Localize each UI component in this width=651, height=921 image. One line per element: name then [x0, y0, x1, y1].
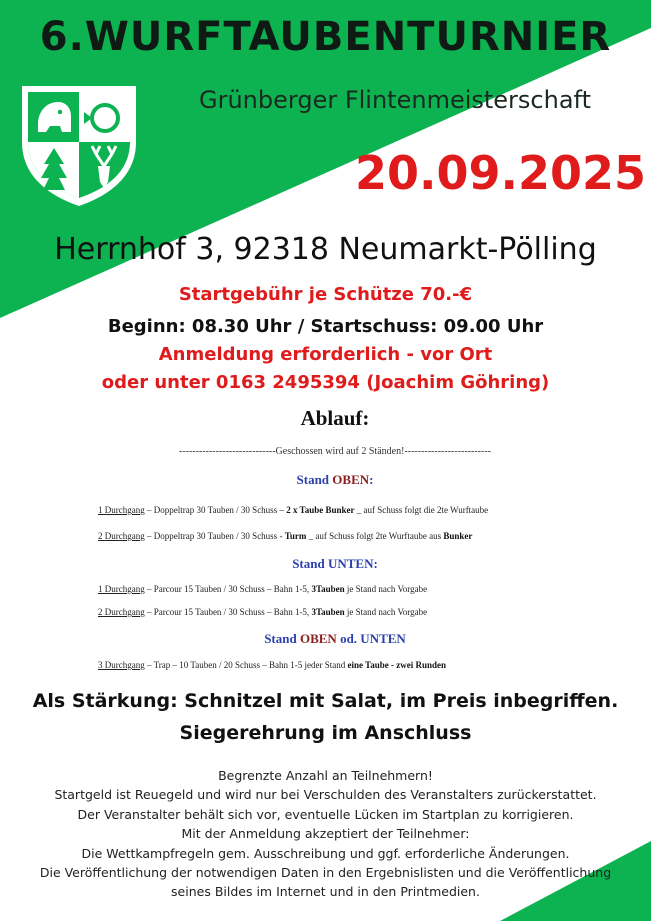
start-time: Beginn: 08.30 Uhr / Startschuss: 09.00 Uhr [107, 316, 544, 337]
club-crest-logo [16, 82, 142, 208]
schedule-separator: -----------------------------Geschossen wird auf 2 Ständen!-------------------------- [178, 446, 491, 457]
stand-oben-heading [90, 472, 580, 488]
row-label: 1 Durchgang [98, 505, 145, 515]
terms-block [0, 766, 651, 902]
award-ceremony-note: Siegerehrung im Anschluss [179, 722, 472, 744]
row-bold: 3Tauben [311, 584, 345, 594]
row-bold2: Bunker [443, 531, 473, 541]
event-subtitle: Grünberger Flintenmeisterschaft [199, 86, 591, 114]
stand-unten-heading: Stand UNTEN: [292, 556, 378, 571]
schedule-title: Ablauf: [300, 406, 370, 430]
schedule-row-trap [98, 660, 578, 670]
registration-note: Anmeldung erforderlich - vor Ort [158, 344, 493, 365]
schedule-row-oben-1 [98, 505, 578, 515]
schedule-row-unten-2 [98, 607, 578, 617]
stand-both-mark: OBEN [299, 631, 337, 646]
row-bold: 3Tauben [311, 607, 345, 617]
registration-contact: oder unter 0163 2495394 (Joachim Göhring) [101, 372, 550, 393]
schedule-row-unten-1 [98, 584, 578, 594]
start-fee: Startgebühr je Schütze 70.-€ [178, 284, 473, 305]
row-label: 3 Durchgang [98, 660, 145, 670]
event-date: 20.09.2025 [354, 146, 646, 200]
terms-line: Die Wettkampfregeln gem. Ausschreibung und ggf. erforderliche Änderungen. [81, 845, 570, 861]
row-text2: je Stand nach Vorgabe [344, 584, 428, 594]
row-text2: je Stand nach Vorgabe [344, 607, 428, 617]
terms-line: seines Bildes im Internet und in den Printmedien. [171, 884, 480, 900]
event-address: Herrnhof 3, 92318 Neumarkt-Pölling [54, 232, 597, 267]
terms-line: Begrenzte Anzahl an Teilnehmern! [218, 768, 433, 783]
stand-both-post: od. UNTEN [336, 631, 406, 646]
terms-line: Die Veröffentlichung der notwendigen Daten in den Ergebnislisten und die Veröffentlichung [39, 865, 612, 881]
stand-oben-pre: Stand [296, 472, 333, 487]
terms-line: Der Veranstalter behält sich vor, eventuelle Lücken im Startplan zu korrigieren. [77, 806, 574, 822]
stand-both-heading [90, 631, 580, 647]
row-label: 1 Durchgang [98, 584, 145, 594]
event-title: 6.WURFTAUBENTURNIER [39, 14, 612, 60]
row-text: – Parcour 15 Tauben / 30 Schuss – Bahn 1-5, [144, 584, 312, 594]
dog-eye [58, 110, 62, 114]
row-text: – Doppeltrap 30 Tauben / 30 Schuss – [144, 505, 287, 515]
row-text: – Doppeltrap 30 Tauben / 30 Schuss - [144, 531, 285, 541]
row-text2: _ auf Schuss folgt 2te Wurftaube aus [306, 531, 444, 541]
row-text: – Parcour 15 Tauben / 30 Schuss – Bahn 1-5, [144, 607, 312, 617]
row-bold: eine Taube - zwei Runden [347, 660, 446, 670]
terms-line: Startgeld ist Reuegeld und wird nur bei Verschulden des Veranstalters zurückerstattet. [54, 787, 597, 803]
schedule-row-oben-2 [98, 531, 578, 541]
schedule-box [90, 402, 580, 678]
terms-line: Mit der Anmeldung akzeptiert der Teilnehmer: [181, 826, 470, 842]
row-bold: Turm [284, 531, 307, 541]
row-text: – Trap – 10 Tauben / 20 Schuss – Bahn 1-5 jeder Stand [144, 660, 348, 670]
stand-oben-mark: OBEN [332, 472, 370, 487]
row-label: 2 Durchgang [98, 607, 145, 617]
meal-note: Als Stärkung: Schnitzel mit Salat, im Preis inbegriffen. [32, 690, 619, 712]
stand-oben-post: : [369, 472, 374, 487]
row-label: 2 Durchgang [98, 531, 145, 541]
row-bold: 2 x Taube Bunker [286, 505, 355, 515]
row-text2: _ auf Schuss folgt die 2te Wurftaube [354, 505, 489, 515]
stand-both-pre: Stand [264, 631, 300, 646]
